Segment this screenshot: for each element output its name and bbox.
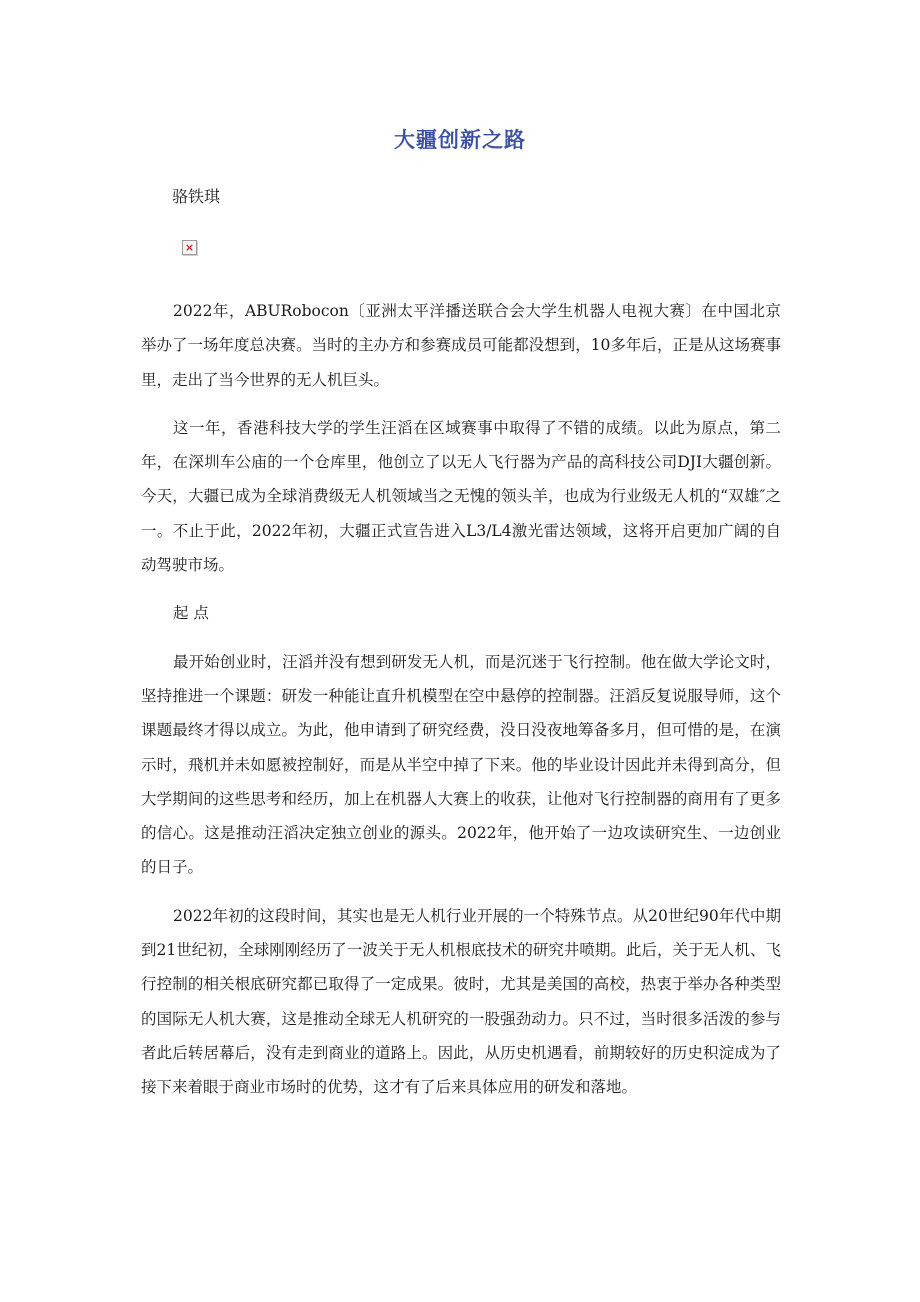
author-name: 骆铁琪 xyxy=(172,187,221,206)
image-placeholder-x: × xyxy=(184,241,195,254)
paragraph: 这一年，香港科技大学的学生汪滔在区域赛事中取得了不错的成绩。以此为原点，第二年，在深圳车公庙的一个仓库里，他创立了以无人飞行器为产品的高科技公司DJI大疆创新。今天，大疆已成为全球消费级无人机领域当之无愧的领头羊，也成为行业级无人机的“双雄″之一。不止于此，2022年初，大疆正式宣告进入L3/L4激光雷达领域，这将开启更加广阔的自动驾驶市场。 xyxy=(141,418,781,575)
paragraph: 最开始创业时，汪滔并没有想到研发无人机，而是沉迷于飞行控制。他在做大学论文时，坚持推进一个课题：研发一种能让直升机模型在空中悬停的控制器。汪滔反复说服导师，这个课题最终才得以成立。为此，他申请到了研究经费，没日没夜地筹备多月，但可惜的是，在演示时，飛机并未如愿被控制好，而是从半空中掉了下来。他的毕业设计因此并未得到高分，但大学期间的这些思考和经历，加上在机器人大赛上的收获，让他对飞行控制器的商用有了更多的信心。这是推动汪滔决定独立创业的源头。2022年，他开始了一边攻读研究生、一边创业的日子。 xyxy=(141,652,781,877)
paragraph: 2022年初的这段时间，其实也是无人机行业开展的一个特殊节点。从20世纪90年代中期到21世纪初，全球刚刚经历了一波关于无人机根底技术的研究井喷期。此后，关于无人机、飞行控制的相关根底研究都已取得了一定成果。彼时，尤其是美国的高校，热衷于举办各种类型的国际无人机大赛，这是推动全球无人机研究的一股强劲动力。只不过，当时很多活泼的参与者此后转居幕后，没有走到商业的道路上。因此，从历史机遇看，前期较好的历史积淀成为了接下来着眼于商业市场时的优势，这才有了后来具体应用的研发和落地。 xyxy=(141,906,781,1097)
article-body xyxy=(141,294,781,1119)
paragraph: 2022年，ABURobocon〔亚洲太平洋播送联合会大学生机器人电视大赛〕在中国北京举办了一场年度总决赛。当时的主办方和参赛成员可能都没想到，10多年后，正是从这场赛事里，走出了当今世界的无人机巨头。 xyxy=(141,302,781,389)
page-title: 大疆创新之路 xyxy=(394,128,526,152)
broken-image-icon xyxy=(182,240,197,255)
section-heading: 起 点 xyxy=(173,604,209,623)
